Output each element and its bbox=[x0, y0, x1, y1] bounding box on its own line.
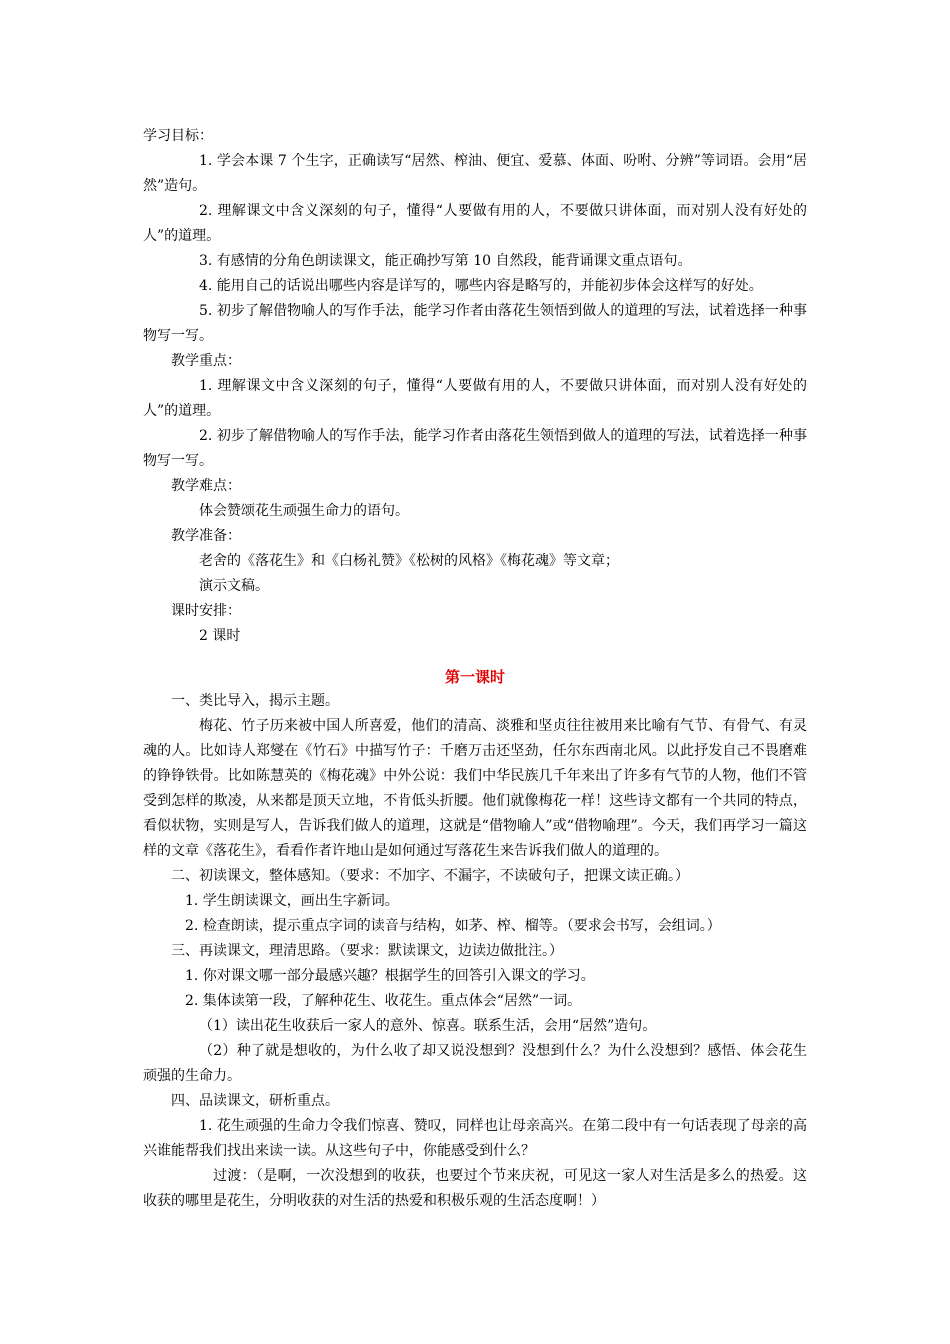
key-point-item: 2. 初步了解借物喻人的写作手法，能学习作者由落花生领悟到做人的道理的写法，试着选择一种事物写一写。 bbox=[143, 428, 807, 469]
prep-item: 老舍的《落花生》和《白杨礼赞》《松树的风格》《梅花魂》等文章； bbox=[199, 553, 619, 569]
document-body bbox=[143, 124, 807, 1214]
section-4-item: 1. 花生顽强的生命力令我们惊喜、赞叹，同样也让母亲高兴。在第二段中有一句话表现了母亲的高兴谁能帮我们找出来读一读。从这些句子中，你能感受到什么？ bbox=[143, 1118, 807, 1159]
section-1-title: 一、类比导入，揭示主题。 bbox=[171, 693, 339, 709]
section-3-item: 1. 你对课文哪一部分最感兴趣？根据学生的回答引入课文的学习。 bbox=[185, 968, 595, 984]
section-3-subitem: （1）读出花生收获后一家人的意外、惊喜。联系生活，会用“居然”造句。 bbox=[199, 1018, 657, 1034]
schedule-text: 2 课时 bbox=[199, 628, 241, 644]
section-3-subitem: （2）种了就是想收的，为什么收了却又说没想到？没想到什么？为什么没想到？感悟、体会花生顽强的生命力。 bbox=[143, 1043, 807, 1084]
section-2-title: 二、初读课文，整体感知。（要求：不加字、不漏字，不读破句子，把课文读正确。） bbox=[171, 868, 689, 884]
goal-item: 2. 理解课文中含义深刻的句子，懂得“人要做有用的人，不要做只讲体面，而对别人没有好处的人”的道理。 bbox=[143, 203, 807, 244]
goal-item: 1. 学会本课 7 个生字，正确读写“居然、榨油、便宜、爱慕、体面、吩咐、分辨”等词语。会用“居然”造句。 bbox=[143, 153, 807, 194]
goals-title: 学习目标： bbox=[143, 128, 213, 144]
goal-item: 3. 有感情的分角色朗读课文，能正确抄写第 10 自然段，能背诵课文重点语句。 bbox=[199, 253, 692, 269]
section-4-title: 四、品读课文，研析重点。 bbox=[171, 1093, 339, 1109]
section-3-title: 三、再读课文，理清思路。（要求：默读课文，边读边做批注。） bbox=[171, 943, 563, 959]
goal-item: 4. 能用自己的话说出哪些内容是详写的，哪些内容是略写的，并能初步体会这样写的好处。 bbox=[199, 278, 763, 294]
prep-title: 教学准备： bbox=[171, 528, 241, 544]
lesson-heading: 第一课时 bbox=[444, 668, 505, 686]
key-point-item: 1. 理解课文中含义深刻的句子，懂得“人要做有用的人，不要做只讲体面，而对别人没有好处的人”的道理。 bbox=[143, 378, 807, 419]
section-3-item: 2. 集体读第一段，了解种花生、收花生。重点体会“居然”一词。 bbox=[185, 993, 582, 1009]
section-1-body: 梅花、竹子历来被中国人所喜爱，他们的清高、淡雅和坚贞往往被用来比喻有气节、有骨气、有灵魂的人。比如诗人郑燮在《竹石》中描写竹子：千磨万击还坚劲，任尔东西南北风。以此抒发自己不畏磨难的铮铮铁骨。比如陈慧英的《梅花魂》中外公说：我们中华民族几千年来出了许多有气节的人物，他们不管受到怎样的欺凌，从来都是顶天立地，不肯低头折腰。他们就像梅花一样！这些诗文都有一个共同的特点，看似状物，实则是写人，告诉我们做人的道理，这就是“借物喻人”或“借物喻理”。今天，我们再学习一篇这样的文章《落花生》，看看作者许地山是如何通过写落花生来告诉我们做人的道理的。 bbox=[143, 718, 807, 859]
section-2-item: 2. 检查朗读，提示重点字词的读音与结构，如茅、榨、榴等。（要求会书写，会组词。） bbox=[185, 918, 721, 934]
section-2-item: 1. 学生朗读课文，画出生字新词。 bbox=[185, 893, 399, 909]
difficulty-text: 体会赞颂花生顽强生命力的语句。 bbox=[199, 503, 409, 519]
schedule-title: 课时安排： bbox=[171, 603, 241, 619]
prep-item: 演示文稿。 bbox=[199, 578, 269, 594]
key-points-title: 教学重点： bbox=[171, 353, 241, 369]
section-4-transition: 过渡：（是啊，一次没想到的收获，也要过个节来庆祝，可见这一家人对生活是多么的热爱。这收获的哪里是花生，分明收获的对生活的热爱和积极乐观的生活态度啊！） bbox=[143, 1168, 807, 1209]
difficulty-title: 教学难点： bbox=[171, 478, 241, 494]
goal-item: 5. 初步了解借物喻人的写作手法，能学习作者由落花生领悟到做人的道理的写法，试着选择一种事物写一写。 bbox=[143, 303, 807, 344]
